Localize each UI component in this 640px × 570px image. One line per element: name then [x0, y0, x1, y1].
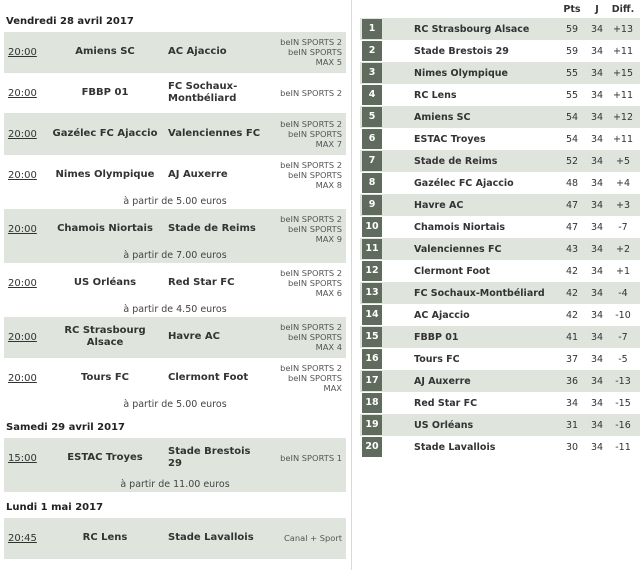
- rank-badge: 7: [362, 151, 382, 171]
- team-name: Valenciennes FC: [414, 243, 502, 255]
- tv-channel-line: beIN SPORTS 2: [280, 119, 342, 129]
- games-played: 34: [590, 45, 604, 57]
- tv-channel-line: beIN SPORTS 2: [280, 363, 342, 373]
- home-team: Tours FC: [80, 372, 130, 383]
- team-name: AC Ajaccio: [414, 309, 470, 321]
- away-team: AC Ajaccio: [168, 46, 227, 57]
- games-played: 34: [590, 309, 604, 321]
- team-name: Nimes Olympique: [414, 67, 508, 79]
- team-points: 52: [565, 155, 579, 167]
- team-points: 36: [565, 375, 579, 387]
- team-name: US Orléans: [414, 419, 474, 431]
- rank-badge: 2: [362, 41, 382, 61]
- tv-channel-line: MAX 6: [315, 288, 342, 298]
- rank-badge: 3: [362, 63, 382, 83]
- rank-badge: 4: [362, 85, 382, 105]
- match-time-link[interactable]: 20:00: [8, 372, 37, 384]
- tv-channel-line: beIN SPORTS 2: [280, 160, 342, 170]
- goal-difference: +11: [612, 133, 634, 145]
- tv-channel-line: beIN SPORTS 1: [280, 453, 342, 463]
- standings-row: [360, 260, 640, 282]
- goal-difference: +2: [615, 243, 630, 255]
- ticket-price: à partir de 5.00 euros: [123, 196, 227, 207]
- tv-channels: [266, 88, 346, 98]
- tv-channel-line: beIN SPORTS 2: [280, 88, 342, 98]
- header-diff: Diff.: [611, 3, 635, 15]
- standings-row: [360, 194, 640, 216]
- tv-channel-line: beIN SPORTS: [288, 278, 342, 288]
- goal-difference: +13: [612, 23, 634, 35]
- games-played: 34: [590, 23, 604, 35]
- standings-row: [360, 370, 640, 392]
- goal-difference: -5: [618, 353, 628, 365]
- goal-difference: -11: [615, 441, 631, 453]
- games-played: 34: [590, 155, 604, 167]
- standings-row: [360, 106, 640, 128]
- team-name: Stade Lavallois: [414, 441, 496, 453]
- team-name: Havre AC: [414, 199, 464, 211]
- header-pts: Pts: [563, 3, 581, 15]
- rank-badge: 11: [362, 239, 382, 259]
- home-team: Chamois Niortais: [57, 223, 153, 234]
- rank-badge: 15: [362, 327, 382, 347]
- team-name: FC Sochaux-Montbéliard: [414, 287, 545, 299]
- team-points: 55: [565, 67, 579, 79]
- standings-row: [360, 18, 640, 40]
- ticket-price: à partir de 7.00 euros: [4, 249, 346, 263]
- tv-channel-line: MAX 5: [315, 57, 342, 67]
- match-row: [4, 263, 346, 303]
- tv-channel-line: beIN SPORTS 2: [280, 268, 342, 278]
- rank-badge: 17: [362, 371, 382, 391]
- games-played: 34: [590, 265, 604, 277]
- away-team: Stade Lavallois: [168, 532, 254, 543]
- rank-badge: 10: [362, 217, 382, 237]
- games-played: 34: [590, 397, 604, 409]
- tv-channel-line: MAX 4: [315, 342, 342, 352]
- header-j: J: [595, 3, 599, 15]
- tv-channels: [266, 160, 346, 190]
- standings-row: [360, 238, 640, 260]
- goal-difference: -4: [618, 287, 628, 299]
- rank-badge: 1: [362, 19, 382, 39]
- standings-row: [360, 216, 640, 238]
- match-row: [4, 114, 346, 154]
- standings-row: [360, 304, 640, 326]
- rank-badge: 9: [362, 195, 382, 215]
- games-played: 34: [590, 243, 604, 255]
- away-team: Valenciennes FC: [168, 128, 261, 139]
- goal-difference: -7: [618, 221, 628, 233]
- tv-channel-line: MAX: [323, 383, 342, 393]
- tv-channels: [266, 119, 346, 149]
- goal-difference: -15: [615, 397, 631, 409]
- games-played: 34: [590, 89, 604, 101]
- tv-channel-line: MAX 9: [315, 234, 342, 244]
- tv-channel-line: beIN SPORTS: [288, 332, 342, 342]
- team-points: 54: [565, 111, 579, 123]
- tv-channel-line: beIN SPORTS 2: [280, 214, 342, 224]
- games-played: 34: [590, 67, 604, 79]
- tv-channel-line: beIN SPORTS: [288, 373, 342, 383]
- tv-channels: [266, 453, 346, 463]
- team-points: 59: [565, 45, 579, 57]
- standings-row: [360, 348, 640, 370]
- team-points: 42: [565, 309, 579, 321]
- away-team: AJ Auxerre: [168, 169, 228, 180]
- team-name: RC Lens: [414, 89, 457, 101]
- team-points: 34: [565, 397, 579, 409]
- match-row: [4, 317, 346, 357]
- away-team: Havre AC: [168, 331, 220, 342]
- goal-difference: +15: [612, 67, 634, 79]
- rank-badge: 13: [362, 283, 382, 303]
- standings-body: [360, 18, 640, 458]
- team-points: 55: [565, 89, 579, 101]
- games-played: 34: [590, 419, 604, 431]
- games-played: 34: [590, 375, 604, 387]
- tv-channel-line: beIN SPORTS: [288, 129, 342, 139]
- standings-row: [360, 40, 640, 62]
- day-date: Vendredi 28 avril 2017: [6, 16, 134, 27]
- team-name: FBBP 01: [414, 331, 459, 343]
- rank-badge: 5: [362, 107, 382, 127]
- rank-badge: 14: [362, 305, 382, 325]
- rank-badge: 12: [362, 261, 382, 281]
- tv-channels: [266, 214, 346, 244]
- match-time-link[interactable]: 15:00: [8, 452, 37, 464]
- match-time-link[interactable]: 20:00: [8, 331, 37, 343]
- away-team: Clermont Foot: [168, 372, 249, 383]
- away-team: FC Sochaux-Montbéliard: [168, 81, 238, 104]
- match-row: [4, 32, 346, 72]
- games-played: 34: [590, 287, 604, 299]
- games-played: 34: [590, 353, 604, 365]
- tv-channel-line: beIN SPORTS: [288, 170, 342, 180]
- goal-difference: +1: [615, 265, 630, 277]
- games-played: 34: [590, 441, 604, 453]
- standings-row: [360, 128, 640, 150]
- rank-badge: 20: [362, 437, 382, 457]
- tv-channels: [266, 533, 346, 543]
- standings-header: [360, 0, 640, 18]
- team-name: Chamois Niortais: [414, 221, 506, 233]
- match-time-link[interactable]: 20:00: [8, 46, 37, 58]
- goal-difference: +4: [615, 177, 630, 189]
- match-time-link[interactable]: 20:00: [8, 87, 37, 99]
- team-points: 54: [565, 133, 579, 145]
- home-team: US Orléans: [73, 277, 137, 288]
- match-row: [4, 358, 346, 398]
- team-points: 48: [565, 177, 579, 189]
- rank-badge: 16: [362, 349, 382, 369]
- home-team: RC Lens: [82, 532, 128, 543]
- match-row: [4, 518, 346, 558]
- goal-difference: +12: [612, 111, 634, 123]
- games-played: 34: [590, 221, 604, 233]
- home-team: ESTAC Troyes: [67, 452, 143, 463]
- goal-difference: +3: [615, 199, 630, 211]
- rank-badge: 8: [362, 173, 382, 193]
- tv-channels: [266, 37, 346, 67]
- match-time-link[interactable]: 20:00: [8, 223, 37, 235]
- home-team: RC Strasbourg Alsace: [64, 325, 146, 348]
- goal-difference: -10: [615, 309, 631, 321]
- away-team: Stade de Reims: [168, 223, 256, 234]
- team-points: 43: [565, 243, 579, 255]
- tv-channels: [266, 322, 346, 352]
- team-name: Tours FC: [414, 353, 460, 365]
- team-name: ESTAC Troyes: [414, 133, 486, 145]
- match-schedule: [4, 12, 346, 559]
- tv-channel-line: MAX 8: [315, 180, 342, 190]
- tv-channel-line: beIN SPORTS 2: [280, 37, 342, 47]
- games-played: 34: [590, 199, 604, 211]
- day-date: Lundi 1 mai 2017: [6, 502, 104, 513]
- row-separator: [4, 558, 346, 559]
- standings-row: [360, 150, 640, 172]
- goal-difference: +5: [615, 155, 630, 167]
- rank-badge: 6: [362, 129, 382, 149]
- match-time-link[interactable]: 20:45: [8, 532, 37, 544]
- team-points: 30: [565, 441, 579, 453]
- team-points: 42: [565, 265, 579, 277]
- rank-badge: 19: [362, 415, 382, 435]
- tv-channel-line: beIN SPORTS 2: [280, 322, 342, 332]
- standings-row: [360, 436, 640, 458]
- goal-difference: -16: [615, 419, 631, 431]
- standings-row: [360, 414, 640, 436]
- goal-difference: +11: [612, 89, 634, 101]
- home-team: FBBP 01: [81, 87, 129, 98]
- team-name: Red Star FC: [414, 397, 478, 409]
- home-team: Nimes Olympique: [55, 169, 155, 180]
- team-name: Stade Brestois 29: [414, 45, 509, 57]
- games-played: 34: [590, 133, 604, 145]
- tv-channel-line: MAX 7: [315, 139, 342, 149]
- standings-row: [360, 84, 640, 106]
- tv-channels: [266, 363, 346, 393]
- ticket-price: à partir de 4.50 euros: [123, 304, 227, 315]
- team-points: 37: [565, 353, 579, 365]
- match-row: [4, 73, 346, 113]
- match-row: [4, 155, 346, 195]
- standings-table: [360, 0, 640, 458]
- team-name: AJ Auxerre: [414, 375, 471, 387]
- team-points: 47: [565, 199, 579, 211]
- tv-channels: [266, 268, 346, 298]
- team-points: 59: [565, 23, 579, 35]
- tv-channel-line: beIN SPORTS: [288, 47, 342, 57]
- match-row: [4, 438, 346, 478]
- team-name: Clermont Foot: [414, 265, 491, 277]
- games-played: 34: [590, 111, 604, 123]
- standings-row: [360, 62, 640, 84]
- team-name: Gazélec FC Ajaccio: [414, 177, 514, 189]
- column-divider: [351, 0, 352, 570]
- standings-row: [360, 326, 640, 348]
- team-name: Stade de Reims: [414, 155, 498, 167]
- ticket-price: à partir de 5.00 euros: [123, 399, 227, 410]
- team-points: 47: [565, 221, 579, 233]
- team-points: 31: [565, 419, 579, 431]
- games-played: 34: [590, 177, 604, 189]
- match-time-link[interactable]: 20:00: [8, 277, 37, 289]
- goal-difference: -13: [615, 375, 631, 387]
- home-team: Gazélec FC Ajaccio: [52, 128, 158, 139]
- team-points: 41: [565, 331, 579, 343]
- match-row: [4, 209, 346, 249]
- goal-difference: +11: [612, 45, 634, 57]
- team-name: Amiens SC: [414, 111, 471, 123]
- goal-difference: -7: [618, 331, 628, 343]
- standings-row: [360, 392, 640, 414]
- standings-row: [360, 172, 640, 194]
- games-played: 34: [590, 331, 604, 343]
- day-date: Samedi 29 avril 2017: [6, 422, 125, 433]
- match-time-link[interactable]: 20:00: [8, 128, 37, 140]
- tv-channel-line: beIN SPORTS: [288, 224, 342, 234]
- team-points: 42: [565, 287, 579, 299]
- ticket-price: à partir de 11.00 euros: [4, 478, 346, 492]
- away-team: Stade Brestois 29: [168, 446, 251, 469]
- away-team: Red Star FC: [168, 277, 235, 288]
- tv-channel-line: Canal + Sport: [283, 533, 342, 543]
- rank-badge: 18: [362, 393, 382, 413]
- match-time-link[interactable]: 20:00: [8, 169, 37, 181]
- home-team: Amiens SC: [75, 46, 135, 57]
- team-name: RC Strasbourg Alsace: [414, 23, 530, 35]
- standings-row: [360, 282, 640, 304]
